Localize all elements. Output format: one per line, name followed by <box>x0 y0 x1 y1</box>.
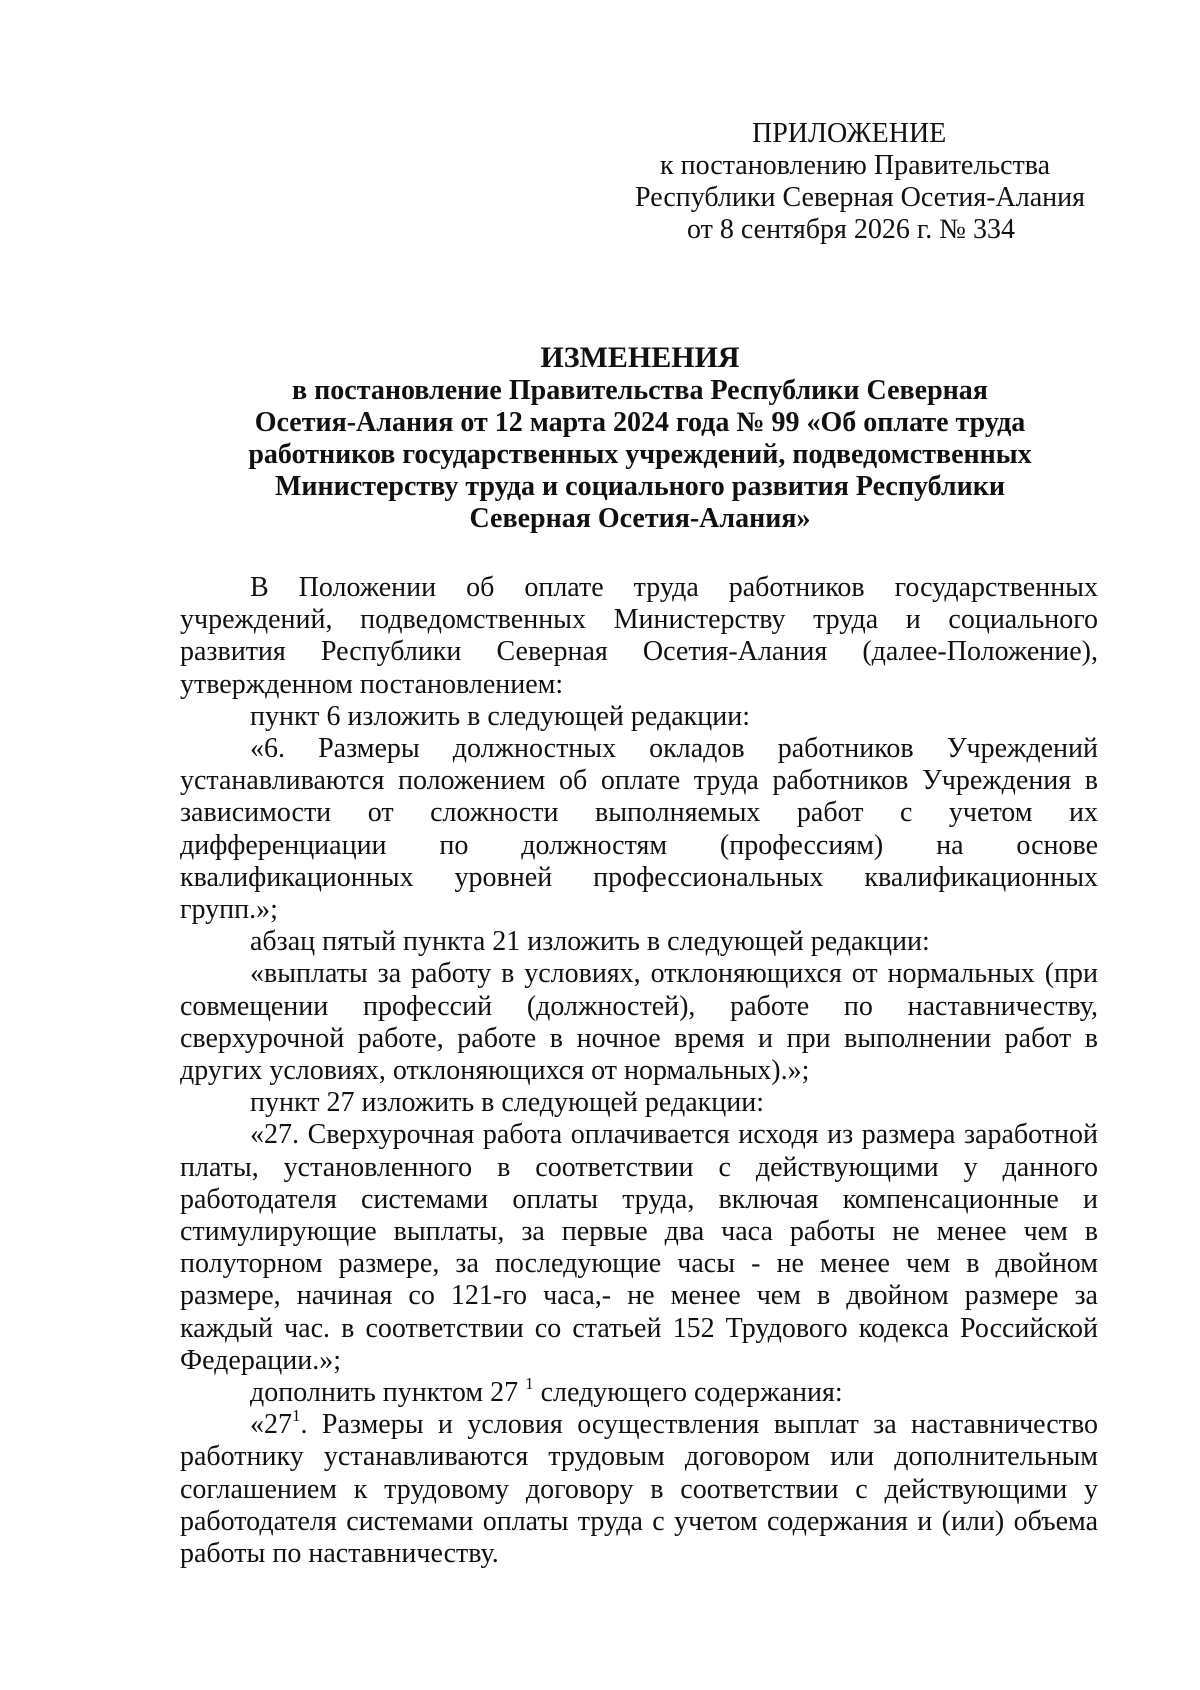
item6-instruction: пункт 6 изложить в следующей редакции: <box>250 700 750 732</box>
document-subtitle-line: Министерству труда и социального развития Республики <box>274 471 1005 502</box>
item27-1-text-body: . Размеры и условия осуществления выплат за наставничество работнику устанавливаются трудовым договором или дополнительным соглашением к трудовому договору в соответствии с действующими у работодателя системами оплаты труда с учетом содержания и (или) объема работы по наставничеству. <box>180 1409 1098 1570</box>
document-title: ИЗМЕНЕНИЯ <box>540 341 740 374</box>
item6-text: «6. Размеры должностных окладов работников Учреждений устанавливаются положением об оплате труда работников Учреждения в зависимости от сложности выполняемых работ с учетом их дифференциации по должностям (профессиям) на основе квалификационных уровней профессиональных квалификационных групп.»; <box>180 733 1098 926</box>
appendix-block <box>600 118 1100 246</box>
item27-1-text-prefix: «27 <box>250 1409 292 1441</box>
item21-instruction: абзац пятый пункта 21 изложить в следующей редакции: <box>250 926 930 958</box>
superscript-one: 1 <box>525 1373 534 1393</box>
item27-1-text <box>180 1405 1098 1570</box>
document-subtitle-line: Осетия-Алания от 12 марта 2024 года № 99 «Об оплате труда <box>254 407 1026 438</box>
item27-1-instruction-prefix: дополнить пунктом 27 <box>250 1377 519 1409</box>
intro-paragraph: В Положении об оплате труда работников государственных учреждений, подведомственных Министерству труда и социального развития Республики Северная Осетия-Алания (далее-Положение), утвержденном постановлением: <box>180 572 1098 700</box>
document-body <box>180 572 1098 1570</box>
appendix-line: Республики Северная Осетия-Алания <box>635 182 1085 213</box>
appendix-title: ПРИЛОЖЕНИЕ <box>752 118 947 149</box>
appendix-date-number: от 8 сентября 2026 г. № 334 <box>687 214 1015 245</box>
item27-1-instruction-suffix: следующего содержания: <box>540 1377 843 1409</box>
document-heading <box>180 341 1100 535</box>
item21-text: «выплаты за работу в условиях, отклоняющихся от нормальных (при совмещении профессий (должностей), работе по наставничеству, сверхурочной работе, работе в ночное время и при выполнении работ в других условиях, отклоняющихся от нормальных).»; <box>180 958 1098 1087</box>
document-subtitle-line: работников государственных учреждений, подведомственных <box>248 439 1032 470</box>
document-subtitle-line: Северная Осетия-Алания» <box>469 503 811 534</box>
document-subtitle-line: в постановление Правительства Республики Северная <box>292 375 988 406</box>
item27-text: «27. Сверхурочная работа оплачивается исходя из размера заработной платы, установленного в соответствии с действующими у данного работодателя системами оплаты труда, включая компенсационные и стимулирующие выплаты, за первые два часа работы не менее чем в полуторном размере, за последующие часы - не менее чем в двойном размере, начиная со 121-го часа,- не менее чем в двойном размере за каждый час. в соответствии со статьей 152 Трудового кодекса Российской Федерации.»; <box>180 1119 1098 1376</box>
item27-instruction: пункт 27 изложить в следующей редакции: <box>250 1087 764 1119</box>
appendix-line: к постановлению Правительства <box>660 150 1051 181</box>
item27-1-instruction <box>180 1373 1098 1409</box>
superscript-one: 1 <box>292 1405 301 1425</box>
